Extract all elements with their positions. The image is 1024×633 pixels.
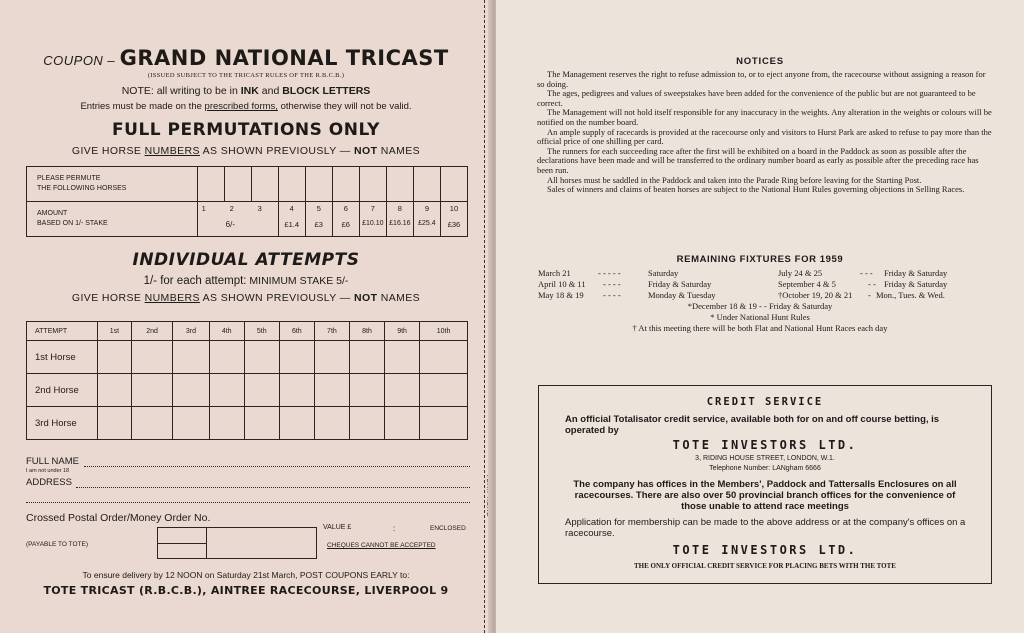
perm-number: 6 bbox=[343, 204, 348, 213]
stake-cell bbox=[278, 202, 305, 237]
fixture-dashes: - - - - bbox=[603, 279, 621, 289]
attempt-cell[interactable] bbox=[314, 407, 349, 440]
each-attempt-text: 1/- for each attempt: bbox=[143, 275, 247, 287]
attempt-cell[interactable] bbox=[385, 341, 420, 374]
attempt-cell[interactable] bbox=[385, 407, 420, 440]
fixtures-right-column bbox=[778, 268, 998, 301]
coupon-prefix: COUPON – bbox=[43, 53, 116, 68]
notice-paragraph: The ages, pedigrees and values of sweepstakes have been added for the convenience of the public but are not guaranteed to be correct. bbox=[537, 88, 976, 108]
membership-application: Application for membership can be made to the above address or at the company's offices on a racecourse. bbox=[565, 517, 966, 539]
attempt-cell[interactable] bbox=[349, 407, 384, 440]
fixture-day: Saturday bbox=[648, 268, 679, 278]
notice-paragraph: The Management will not hold itself responsible for any inaccuracy in the weights. Any alteration in the weights or colours will be notified on the number board. bbox=[537, 107, 992, 127]
postal-order-box[interactable] bbox=[157, 527, 317, 559]
permute-cell-8[interactable] bbox=[386, 167, 413, 202]
perm-number: 8 bbox=[397, 204, 402, 213]
permute-cell-2[interactable] bbox=[224, 167, 251, 202]
attempt-column-header: 1st bbox=[98, 322, 132, 341]
perm-number: 1 bbox=[201, 204, 206, 213]
stake-value: £10.10 bbox=[362, 220, 384, 227]
permute-cell-3[interactable] bbox=[251, 167, 278, 202]
address-label: ADDRESS bbox=[26, 477, 72, 488]
attempt-column-header: 4th bbox=[209, 322, 244, 341]
credit-tagline: THE ONLY OFFICIAL CREDIT SERVICE FOR PLACING BETS WITH THE TOTE bbox=[634, 562, 896, 570]
permute-row bbox=[27, 167, 468, 202]
amount-row bbox=[27, 202, 468, 237]
perm-number: 5 bbox=[316, 204, 321, 213]
stake-value: £3 bbox=[314, 220, 323, 229]
perm-number: 10 bbox=[449, 204, 459, 213]
attempt-cell[interactable] bbox=[349, 374, 384, 407]
cheques-warning: CHEQUES CANNOT BE ACCEPTED bbox=[327, 542, 436, 549]
following-horses-label: THE FOLLOWING HORSES bbox=[37, 185, 127, 192]
give-horse: GIVE HORSE bbox=[71, 145, 142, 157]
attempt-cell[interactable] bbox=[209, 374, 244, 407]
fixture-row bbox=[538, 279, 768, 290]
fixture-dashes: - - bbox=[868, 279, 876, 289]
stake-cell bbox=[332, 202, 359, 237]
fixture-date: April 10 & 11 bbox=[538, 279, 586, 289]
table-row bbox=[27, 407, 468, 440]
amount-label-cell bbox=[27, 202, 198, 237]
permute-cell-4[interactable] bbox=[278, 167, 305, 202]
company-name-repeat: TOTE INVESTORS LTD. bbox=[672, 543, 858, 557]
horse-row-label: 1st Horse bbox=[27, 341, 98, 374]
give-horse: GIVE HORSE bbox=[71, 292, 142, 304]
fixture-day: Mon., Tues. & Wed. bbox=[876, 290, 945, 300]
attempts-table bbox=[26, 321, 468, 440]
give-not: NOT bbox=[354, 292, 378, 304]
table-row bbox=[27, 341, 468, 374]
permute-label-cell bbox=[27, 167, 198, 202]
perm-number: 4 bbox=[289, 204, 294, 213]
note-ink: INK bbox=[240, 85, 259, 97]
permutation-table bbox=[26, 166, 468, 237]
note-block-letters: BLOCK LETTERS bbox=[282, 85, 371, 97]
full-name-label: FULL NAME bbox=[26, 456, 79, 467]
company-name: TOTE INVESTORS LTD. bbox=[672, 438, 858, 452]
notices-heading: NOTICES bbox=[736, 56, 784, 67]
individual-instruction bbox=[0, 292, 492, 304]
fixture-day: Friday & Saturday bbox=[648, 279, 712, 289]
value-pound: VALUE £ bbox=[323, 524, 352, 531]
fixture-dashes: - - - - - bbox=[598, 268, 621, 278]
attempt-cell[interactable] bbox=[349, 341, 384, 374]
attempt-column-header: 8th bbox=[349, 322, 384, 341]
stake-value: £16.16 bbox=[389, 220, 411, 227]
entries-forms: prescribed forms, bbox=[204, 101, 278, 112]
attempt-column-header: 7th bbox=[314, 322, 349, 341]
permute-cell-10[interactable] bbox=[440, 167, 467, 202]
credit-intro: An official Totalisator credit service, available both for on and off course betting, is operated by bbox=[565, 414, 940, 436]
stake-value: £1.4 bbox=[284, 220, 300, 229]
permute-cell-1[interactable] bbox=[197, 167, 224, 202]
attempt-cell[interactable] bbox=[420, 341, 468, 374]
fixture-row bbox=[778, 290, 998, 301]
fixture-date: July 24 & 25 bbox=[778, 268, 823, 278]
attempt-cell[interactable] bbox=[98, 341, 132, 374]
fixtures-footnote-nh: * Under National Hunt Rules bbox=[710, 312, 810, 322]
payable-to-tote: (PAYABLE TO TOTE) bbox=[26, 541, 89, 548]
attempt-column-header: 6th bbox=[279, 322, 314, 341]
fixtures-heading: REMAINING FIXTURES FOR 1959 bbox=[676, 254, 844, 265]
give-as-shown: AS SHOWN PREVIOUSLY — bbox=[202, 145, 351, 157]
stake-value: £6 bbox=[341, 220, 350, 229]
fixture-row bbox=[538, 268, 768, 279]
attempt-cell[interactable] bbox=[244, 407, 279, 440]
coupon-page bbox=[0, 0, 492, 633]
value-label bbox=[323, 524, 351, 531]
amount-label: AMOUNT bbox=[37, 210, 68, 217]
fixture-dashes: - - - - bbox=[603, 290, 621, 300]
attempt-cell[interactable] bbox=[209, 341, 244, 374]
coupon-note bbox=[0, 85, 492, 97]
address-line-2[interactable] bbox=[26, 502, 470, 503]
address-line[interactable] bbox=[76, 487, 470, 488]
value-colon: : bbox=[393, 524, 396, 533]
attempt-cell[interactable] bbox=[279, 341, 314, 374]
fixtures-footnote-flat: † At this meeting there will be both Flat and National Hunt Races each day bbox=[632, 323, 888, 333]
full-perm-heading: FULL PERMUTATIONS ONLY bbox=[112, 120, 380, 140]
full-name-line[interactable] bbox=[84, 466, 470, 467]
horse-row-label: 3rd Horse bbox=[27, 407, 98, 440]
fixtures-left-column bbox=[538, 268, 768, 301]
company-telephone: Telephone Number: LANgham 6666 bbox=[709, 465, 821, 472]
attempt-cell[interactable] bbox=[314, 374, 349, 407]
note-lead: NOTE: all writing to be in bbox=[121, 85, 238, 97]
attempt-cell[interactable] bbox=[98, 374, 132, 407]
attempt-cell[interactable] bbox=[173, 374, 209, 407]
company-address: 3, RIDING HOUSE STREET, LONDON, W.1. bbox=[695, 455, 835, 462]
give-numbers: NUMBERS bbox=[144, 292, 200, 304]
attempt-cell[interactable] bbox=[279, 374, 314, 407]
perm-number: 3 bbox=[257, 204, 262, 213]
fixture-row bbox=[538, 290, 768, 301]
stake-value: £36 bbox=[447, 220, 461, 229]
tear-line bbox=[484, 0, 485, 633]
attempt-header: ATTEMPT bbox=[27, 322, 98, 341]
give-as-shown: AS SHOWN PREVIOUSLY — bbox=[202, 292, 351, 304]
notice-paragraph: The runners for each succeeding race after the first will be exhibited on a board in the Paddock as soon as possible after the declarations have been made and will be transferred to the ordinary number board as early as possible after the preceding race has been run. bbox=[537, 145, 979, 175]
postal-order-divider bbox=[206, 528, 207, 558]
credit-heading: CREDIT SERVICE bbox=[706, 396, 824, 408]
individual-stake-line bbox=[0, 275, 492, 287]
table-row bbox=[27, 374, 468, 407]
stake-value: 6/- bbox=[225, 220, 235, 229]
stake-cell bbox=[359, 202, 386, 237]
attempt-column-header: 2nd bbox=[131, 322, 172, 341]
delivery-instruction: To ensure delivery by 12 NOON on Saturday 21st March, POST COUPONS EARLY to: bbox=[82, 570, 410, 580]
attempt-cell[interactable] bbox=[420, 407, 468, 440]
attempt-column-header: 10th bbox=[420, 322, 468, 341]
fixture-day: Monday & Tuesday bbox=[648, 290, 716, 300]
permute-cell-5[interactable] bbox=[305, 167, 332, 202]
age-declaration: I am not under 18 bbox=[26, 468, 70, 474]
notice-paragraph: Sales of winners and claims of beaten horses are subject to the National Hunt Rules governing objections in Selling Races. bbox=[547, 184, 965, 195]
permute-cell-9[interactable] bbox=[413, 167, 440, 202]
attempt-cell[interactable] bbox=[420, 374, 468, 407]
postal-order-divider bbox=[158, 543, 206, 544]
minimum-stake-text: MINIMUM STAKE 5/- bbox=[249, 275, 349, 287]
notice-paragraph: An ample supply of racecards is provided at the racecourse only and visitors to Hurst Park are asked to refuse to pay more than the official price of one shilling per card. bbox=[537, 126, 992, 147]
please-permute-label: PLEASE PERMUTE bbox=[37, 175, 101, 182]
stake-cell bbox=[413, 202, 440, 237]
attempts-header-row bbox=[27, 322, 468, 341]
attempt-cell[interactable] bbox=[244, 374, 279, 407]
postal-order-label: Crossed Postal Order/Money Order No. bbox=[26, 512, 211, 524]
give-names: NAMES bbox=[380, 145, 421, 157]
attempt-cell[interactable] bbox=[173, 341, 209, 374]
fixture-date: March 21 bbox=[538, 268, 571, 278]
coupon-subtitle: (ISSUED SUBJECT TO THE TRICAST RULES OF THE R.B.C.B.) bbox=[147, 72, 345, 79]
note-and: and bbox=[261, 85, 280, 97]
attempt-cell[interactable] bbox=[173, 407, 209, 440]
full-perm-instruction bbox=[0, 145, 492, 157]
attempt-cell[interactable] bbox=[98, 407, 132, 440]
attempt-column-header: 3rd bbox=[173, 322, 209, 341]
attempt-column-header: 9th bbox=[385, 322, 420, 341]
attempt-cell[interactable] bbox=[131, 341, 172, 374]
permute-cell-7[interactable] bbox=[359, 167, 386, 202]
horse-row-label: 2nd Horse bbox=[27, 374, 98, 407]
attempt-cell[interactable] bbox=[385, 374, 420, 407]
enclosed-label: ENCLOSED bbox=[430, 525, 466, 532]
coupon-title-block bbox=[0, 46, 492, 70]
coupon-entries bbox=[0, 101, 492, 112]
stake-value: £25.4 bbox=[418, 220, 436, 227]
notice-paragraph: All horses must be saddled in the Paddock and taken into the Parade Ring before leaving for the Starting Post. bbox=[547, 174, 922, 185]
fixture-dashes: - - - bbox=[860, 268, 873, 278]
attempt-cell[interactable] bbox=[131, 407, 172, 440]
credit-service-box bbox=[538, 385, 992, 584]
fixture-date: May 18 & 19 bbox=[538, 290, 584, 300]
based-on-label: BASED ON 1/- STAKE bbox=[37, 220, 108, 227]
attempt-cell[interactable] bbox=[131, 374, 172, 407]
notices-body bbox=[537, 70, 993, 195]
perm-number: 9 bbox=[424, 204, 429, 213]
company-offices: The company has offices in the Members', Paddock and Tattersalls Enclosures on all racecourses. There are also over 50 provincial branch offices for the convenience of those unable to attend race meetings bbox=[573, 479, 957, 512]
fixture-extra: *December 18 & 19 - - Friday & Saturday bbox=[687, 301, 833, 311]
fixture-day: Friday & Saturday bbox=[884, 279, 948, 289]
fixture-row bbox=[778, 279, 998, 290]
postal-address: TOTE TRICAST (R.B.C.B.), AINTREE RACECOURSE, LIVERPOOL 9 bbox=[43, 584, 449, 597]
fixture-date: †October 19, 20 & 21 bbox=[778, 290, 853, 300]
give-numbers: NUMBERS bbox=[144, 145, 200, 157]
fixture-day: Friday & Saturday bbox=[884, 268, 948, 278]
attempt-cell[interactable] bbox=[244, 341, 279, 374]
attempt-column-header: 5th bbox=[244, 322, 279, 341]
attempt-cell[interactable] bbox=[209, 407, 244, 440]
notice-paragraph: The Management reserves the right to refuse admission to, or to eject anyone from, the racecourse without assigning a reason for so doing. bbox=[537, 69, 986, 89]
stake-cell bbox=[386, 202, 413, 237]
attempt-cell[interactable] bbox=[279, 407, 314, 440]
perm-number: 7 bbox=[370, 204, 375, 213]
attempt-cell[interactable] bbox=[314, 341, 349, 374]
give-not: NOT bbox=[354, 145, 378, 157]
entries-text-a: Entries must be made on the bbox=[80, 101, 202, 112]
stake-cell bbox=[305, 202, 332, 237]
fixture-dashes: - bbox=[868, 290, 871, 300]
permute-cell-6[interactable] bbox=[332, 167, 359, 202]
individual-heading: INDIVIDUAL ATTEMPTS bbox=[132, 250, 360, 270]
fixture-date: September 4 & 5 bbox=[778, 279, 836, 289]
entries-text-b: otherwise they will not be valid. bbox=[280, 101, 412, 112]
stake-cell bbox=[440, 202, 467, 237]
stake-cell-1-3 bbox=[197, 202, 278, 237]
fixture-row bbox=[778, 268, 998, 279]
perm-number: 2 bbox=[229, 204, 234, 213]
coupon-title: GRAND NATIONAL TRICAST bbox=[119, 46, 449, 70]
give-names: NAMES bbox=[380, 292, 421, 304]
